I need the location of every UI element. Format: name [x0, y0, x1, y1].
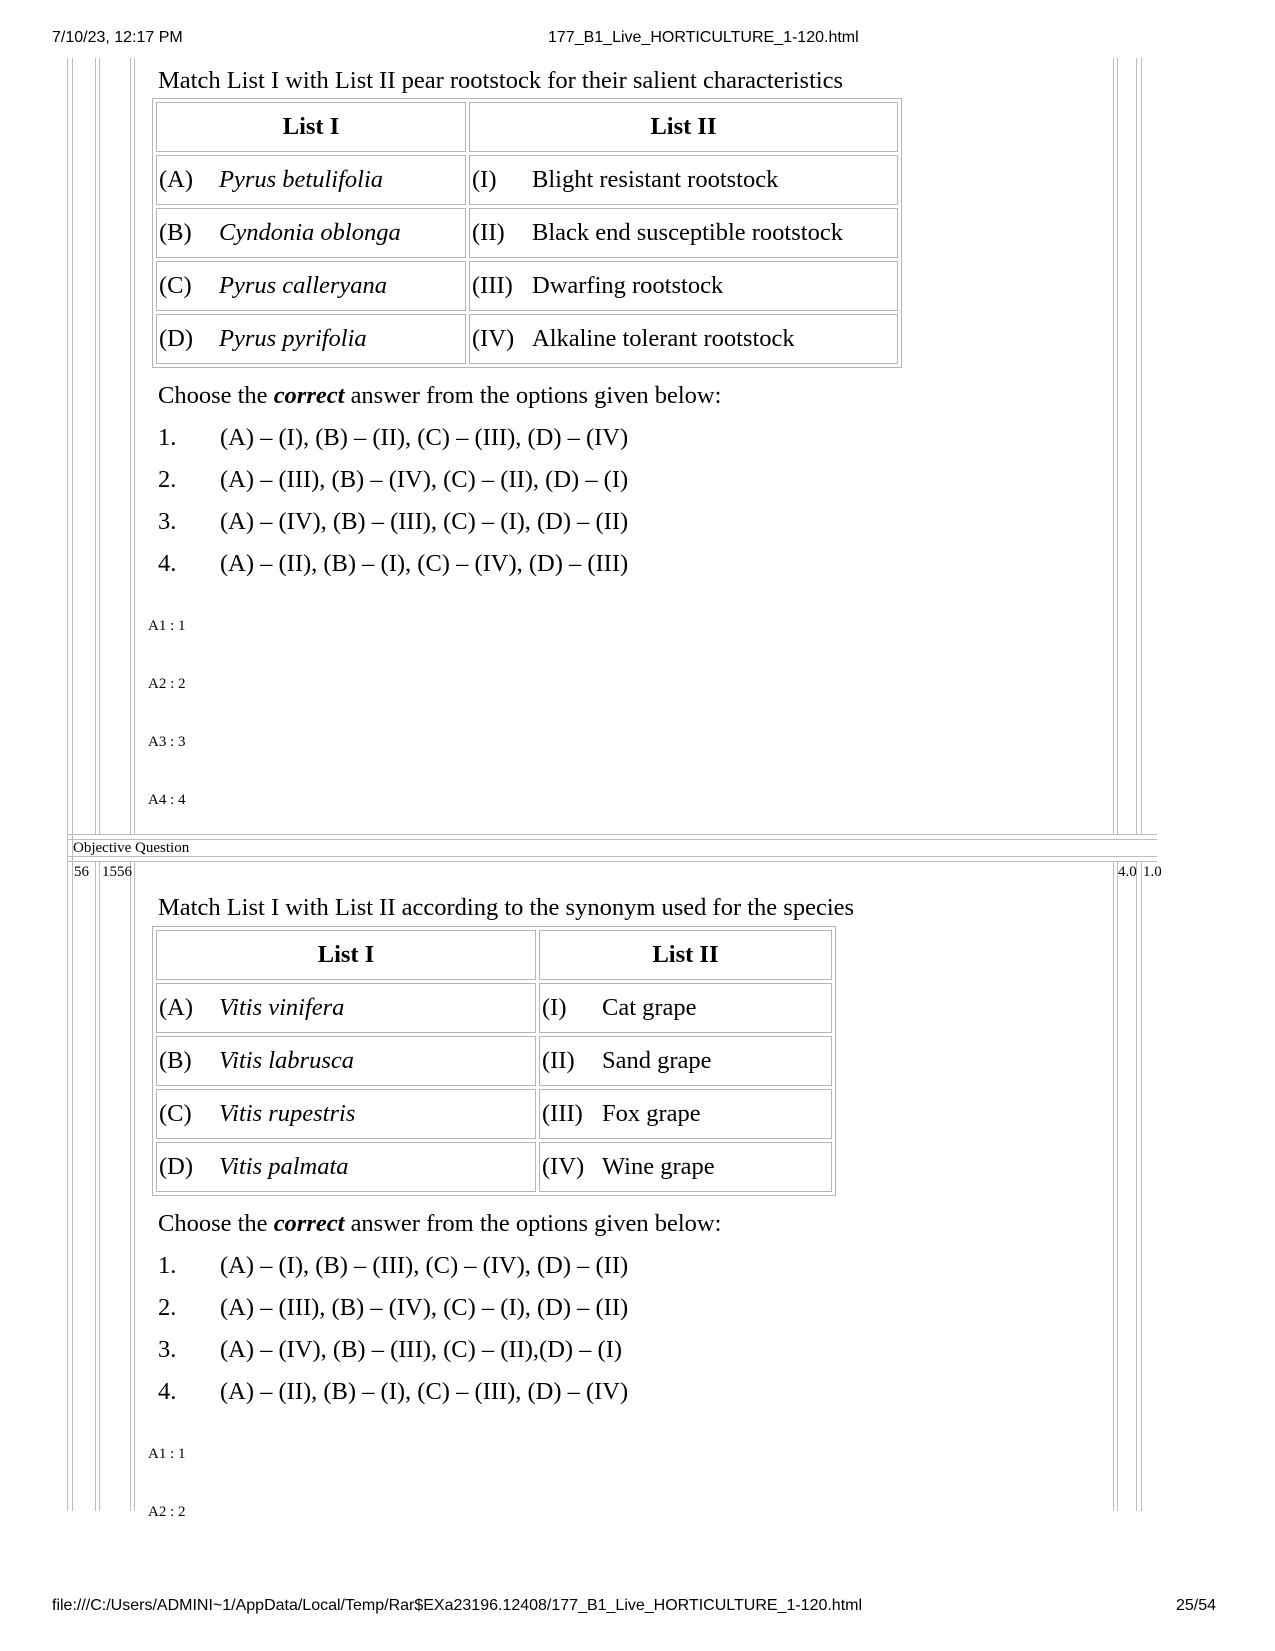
option-item: 1. (A) – (I), (B) – (II), (C) – (III), (D) – (IV)	[158, 424, 629, 451]
option-item: 1. (A) – (I), (B) – (III), (C) – (IV), (D) – (II)	[158, 1252, 629, 1279]
list1-header: List I	[156, 102, 466, 152]
question-type-label: Objective Question	[73, 840, 190, 856]
list2-item: Sand grape	[602, 1047, 712, 1074]
option-item: 3. (A) – (IV), (B) – (III), (C) – (I), (D) – (II)	[158, 508, 629, 535]
choose-instruction: Choose the correct answer from the options given below:	[158, 1210, 722, 1237]
list2-item: Alkaline tolerant rootstock	[532, 325, 795, 352]
answer-option: A1 : 1	[148, 618, 186, 634]
answer-option: A3 : 3	[148, 734, 186, 750]
list1-label: (A)	[159, 166, 194, 193]
option-item: 2. (A) – (III), (B) – (IV), (C) – (I), (D) – (II)	[158, 1294, 629, 1321]
list1-item: Vitis labrusca	[219, 1047, 354, 1074]
list2-item: Cat grape	[602, 994, 697, 1021]
list1-label: (C)	[159, 1100, 192, 1127]
list2-item: Fox grape	[602, 1100, 701, 1127]
list2-label: (IV)	[542, 1153, 585, 1180]
list1-label: (D)	[159, 1153, 194, 1180]
question-marks: 4.0	[1118, 864, 1137, 880]
list1-label: (A)	[159, 994, 194, 1021]
list1-item: Pyrus betulifolia	[219, 166, 383, 193]
list1-label: (D)	[159, 325, 194, 352]
answer-option: A4 : 4	[148, 792, 186, 808]
list2-label: (III)	[472, 272, 513, 299]
table-row	[156, 208, 898, 258]
list2-item: Blight resistant rootstock	[532, 166, 779, 193]
table-row	[156, 155, 898, 205]
list2-item: Wine grape	[602, 1153, 715, 1180]
question-id: 1556	[102, 864, 132, 880]
option-item: 4. (A) – (II), (B) – (I), (C) – (IV), (D) – (III)	[158, 550, 629, 577]
list2-label: (I)	[472, 166, 497, 193]
list1-label: (B)	[159, 219, 192, 246]
list2-item: Black end susceptible rootstock	[532, 219, 843, 246]
list2-label: (III)	[542, 1100, 583, 1127]
question-title: Match List I with List II according to the synonym used for the species	[158, 894, 855, 921]
negative-marks: 1.0	[1143, 864, 1162, 880]
table-row	[156, 983, 832, 1033]
match-table	[152, 926, 836, 1196]
list2-header: List II	[539, 930, 832, 980]
option-item: 3. (A) – (IV), (B) – (III), (C) – (II),(D) – (I)	[158, 1336, 623, 1363]
option-item: 2. (A) – (III), (B) – (IV), (C) – (II), (D) – (I)	[158, 466, 629, 493]
print-datetime: 7/10/23, 12:17 PM	[52, 29, 183, 46]
list2-item: Dwarfing rootstock	[532, 272, 724, 299]
page-number: 25/54	[1176, 1597, 1217, 1614]
table-row	[156, 314, 898, 364]
list1-label: (C)	[159, 272, 192, 299]
table-row	[156, 1142, 832, 1192]
question-serial: 56	[74, 864, 89, 880]
answer-option: A2 : 2	[148, 1504, 186, 1520]
question-title: Match List I with List II pear rootstock for their salient characteristics	[158, 67, 844, 94]
list1-item: Vitis vinifera	[219, 994, 345, 1021]
list1-label: (B)	[159, 1047, 192, 1074]
table-row	[156, 261, 898, 311]
list1-item: Vitis rupestris	[219, 1100, 356, 1127]
list1-item: Vitis palmata	[219, 1153, 349, 1180]
answer-option: A1 : 1	[148, 1446, 186, 1462]
list2-label: (IV)	[472, 325, 515, 352]
list2-label: (II)	[542, 1047, 575, 1074]
print-filename: 177_B1_Live_HORTICULTURE_1-120.html	[548, 29, 859, 46]
list1-header: List I	[156, 930, 536, 980]
match-table	[152, 98, 902, 368]
table-row	[156, 1089, 832, 1139]
option-item: 4. (A) – (II), (B) – (I), (C) – (III), (D) – (IV)	[158, 1378, 629, 1405]
list2-label: (I)	[542, 994, 567, 1021]
choose-instruction: Choose the correct answer from the options given below:	[158, 382, 722, 409]
answer-option: A2 : 2	[148, 676, 186, 692]
print-footer-path: file:///C:/Users/ADMINI~1/AppData/Local/Temp/Rar$EXa23196.12408/177_B1_Live_HORTICULTURE_1-120.html	[52, 1597, 863, 1614]
list1-item: Pyrus pyrifolia	[219, 325, 367, 352]
table-row	[156, 1036, 832, 1086]
list2-header: List II	[469, 102, 898, 152]
list2-label: (II)	[472, 219, 505, 246]
list1-item: Cyndonia oblonga	[219, 219, 401, 246]
list1-item: Pyrus calleryana	[219, 272, 388, 299]
